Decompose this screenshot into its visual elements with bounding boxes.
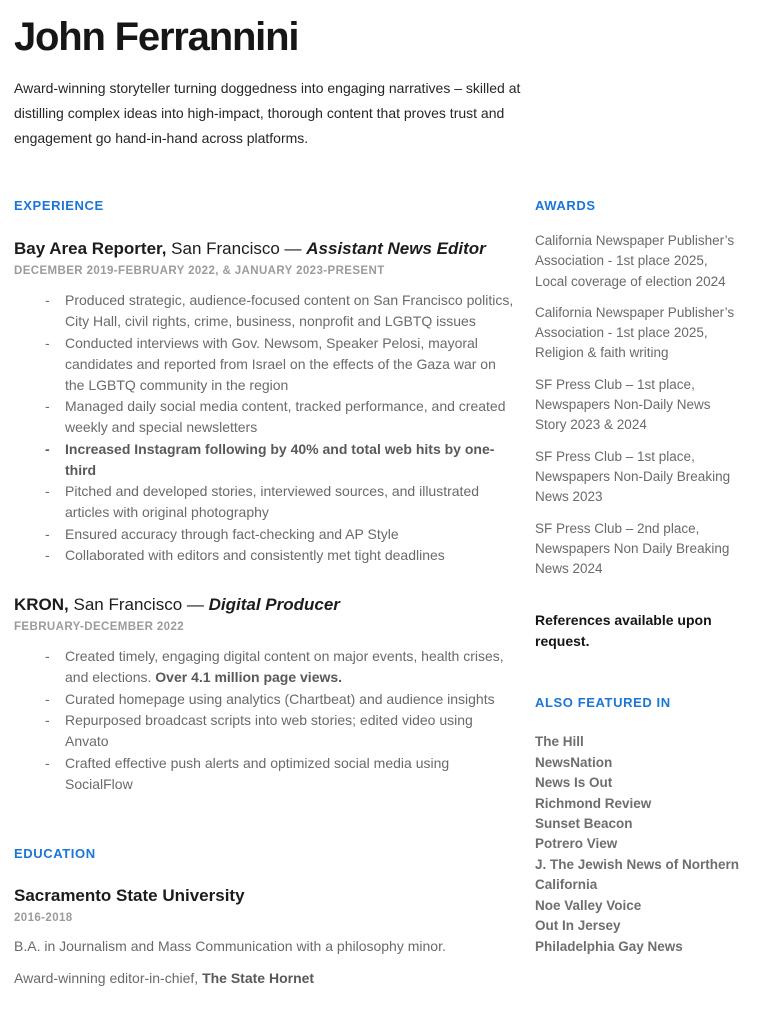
job-role: Digital Producer <box>208 595 340 614</box>
bullet-text: Pitched and developed stories, interviewed sources, and illustrated articles with original photography <box>65 483 480 520</box>
job-bullets <box>14 290 519 566</box>
two-column-layout <box>14 198 762 989</box>
award-item: SF Press Club – 1st place, Newspapers Non-Daily Breaking News 2023 <box>535 448 731 505</box>
bullet-item <box>14 710 519 752</box>
education-section <box>14 846 519 989</box>
bullet-text: Curated homepage using analytics (Chartbeat) and audience insights <box>65 690 495 707</box>
featured-item: The Hill <box>535 734 584 750</box>
bullet-text: Created timely, engaging digital content on major events, health crises, and elections. <box>65 648 504 685</box>
job-bullets <box>14 646 519 795</box>
bullet-text: Collaborated with editors and consistently met tight deadlines <box>65 547 445 563</box>
bullet-item <box>14 753 519 795</box>
bullet-text: Ensured accuracy through fact-checking and AP Style <box>65 525 399 542</box>
activity-text: Award-winning editor-in-chief, <box>14 969 203 986</box>
bullet-text: Produced strategic, audience-focused content on San Francisco politics, City Hall, civil rights, crime, business, nonprofit and LGBTQ issues <box>65 292 514 329</box>
featured-list <box>535 732 740 956</box>
summary-text: Award-winning storyteller turning doggedness into engaging narratives – skilled at distilling complex ideas into high-impact, thorough content that proves trust and engagement go hand-in-hand across platforms. <box>14 80 521 146</box>
featured-item: Noe Valley Voice <box>535 897 642 913</box>
bullet-item <box>14 396 519 438</box>
job-role: Assistant News Editor <box>306 239 486 258</box>
featured-heading: ALSO FEATURED IN <box>535 695 671 711</box>
job-dates: FEBRUARY-DECEMBER 2022 <box>14 621 185 633</box>
featured-item: Sunset Beacon <box>535 816 633 832</box>
bullet-text: Crafted effective push alerts and optimized social media using SocialFlow <box>65 754 450 792</box>
awards-section <box>535 198 740 579</box>
bullet-item <box>14 481 519 523</box>
bullet-item <box>14 689 519 710</box>
bullet-text-bold: Over 4.1 million page views. <box>155 669 343 685</box>
job-kron <box>14 594 519 795</box>
right-column <box>535 198 740 989</box>
experience-section <box>14 198 519 795</box>
left-column <box>14 198 519 989</box>
page-title: John Ferrannini <box>14 15 299 59</box>
bullet-text: Conducted interviews with Gov. Newsom, Speaker Pelosi, mayoral candidates and reported from Israel on the effects of the Gaza war on the LGBTQ community in the region <box>65 334 496 393</box>
featured-item: NewsNation <box>535 754 613 770</box>
bullet-text: Repurposed broadcast scripts into web stories; edited video using Anvato <box>65 712 473 749</box>
job-title <box>14 594 519 616</box>
school-name: Sacramento State University <box>14 885 245 905</box>
featured-item: Richmond Review <box>535 795 652 811</box>
bullet-text: Managed daily social media content, tracked performance, and created weekly and special newsletters <box>65 398 506 435</box>
job-location: San Francisco — <box>68 595 209 614</box>
activity-publication: The State Hornet <box>202 969 315 986</box>
experience-heading: EXPERIENCE <box>14 198 104 213</box>
bullet-item <box>14 646 519 688</box>
bullet-text: Increased Instagram following by 40% and total web hits by one-third <box>65 440 495 478</box>
company-name: KRON, <box>14 595 69 614</box>
award-item: California Newspaper Publisher’s Association - 1st place 2025, Local coverage of election 2024 <box>535 233 735 289</box>
featured-section <box>535 695 740 956</box>
awards-list <box>535 231 740 579</box>
awards-heading: AWARDS <box>535 198 596 213</box>
job-title <box>14 238 519 260</box>
bullet-item <box>14 545 519 566</box>
education-activity <box>14 968 519 989</box>
featured-item: Out In Jersey <box>535 918 621 934</box>
award-item: SF Press Club – 2nd place, Newspapers Non Daily Breaking News 2024 <box>535 520 730 577</box>
featured-item: J. The Jewish News of Northern California <box>535 856 740 893</box>
job-bay-area-reporter <box>14 238 519 566</box>
bullet-item <box>14 524 519 545</box>
job-location: San Francisco — <box>166 239 307 258</box>
bullet-item <box>14 290 519 332</box>
featured-item: Philadelphia Gay News <box>535 938 683 954</box>
featured-item: Potrero View <box>535 836 618 852</box>
references-note: References available upon request. <box>535 612 712 650</box>
degree-text: B.A. in Journalism and Mass Communication with a philosophy minor. <box>14 937 446 954</box>
featured-item: News Is Out <box>535 775 613 791</box>
bullet-item-highlight <box>14 439 519 481</box>
award-item: California Newspaper Publisher’s Association - 1st place 2025, Religion & faith writing <box>535 304 735 361</box>
job-dates: DECEMBER 2019-FEBRUARY 2022, & JANUARY 2023-PRESENT <box>14 265 385 277</box>
education-dates: 2016-2018 <box>14 911 73 924</box>
company-name: Bay Area Reporter, <box>14 239 167 258</box>
award-item: SF Press Club – 1st place, Newspapers Non-Daily News Story 2023 & 2024 <box>535 376 711 433</box>
bullet-item <box>14 333 519 396</box>
education-heading: EDUCATION <box>14 845 96 861</box>
